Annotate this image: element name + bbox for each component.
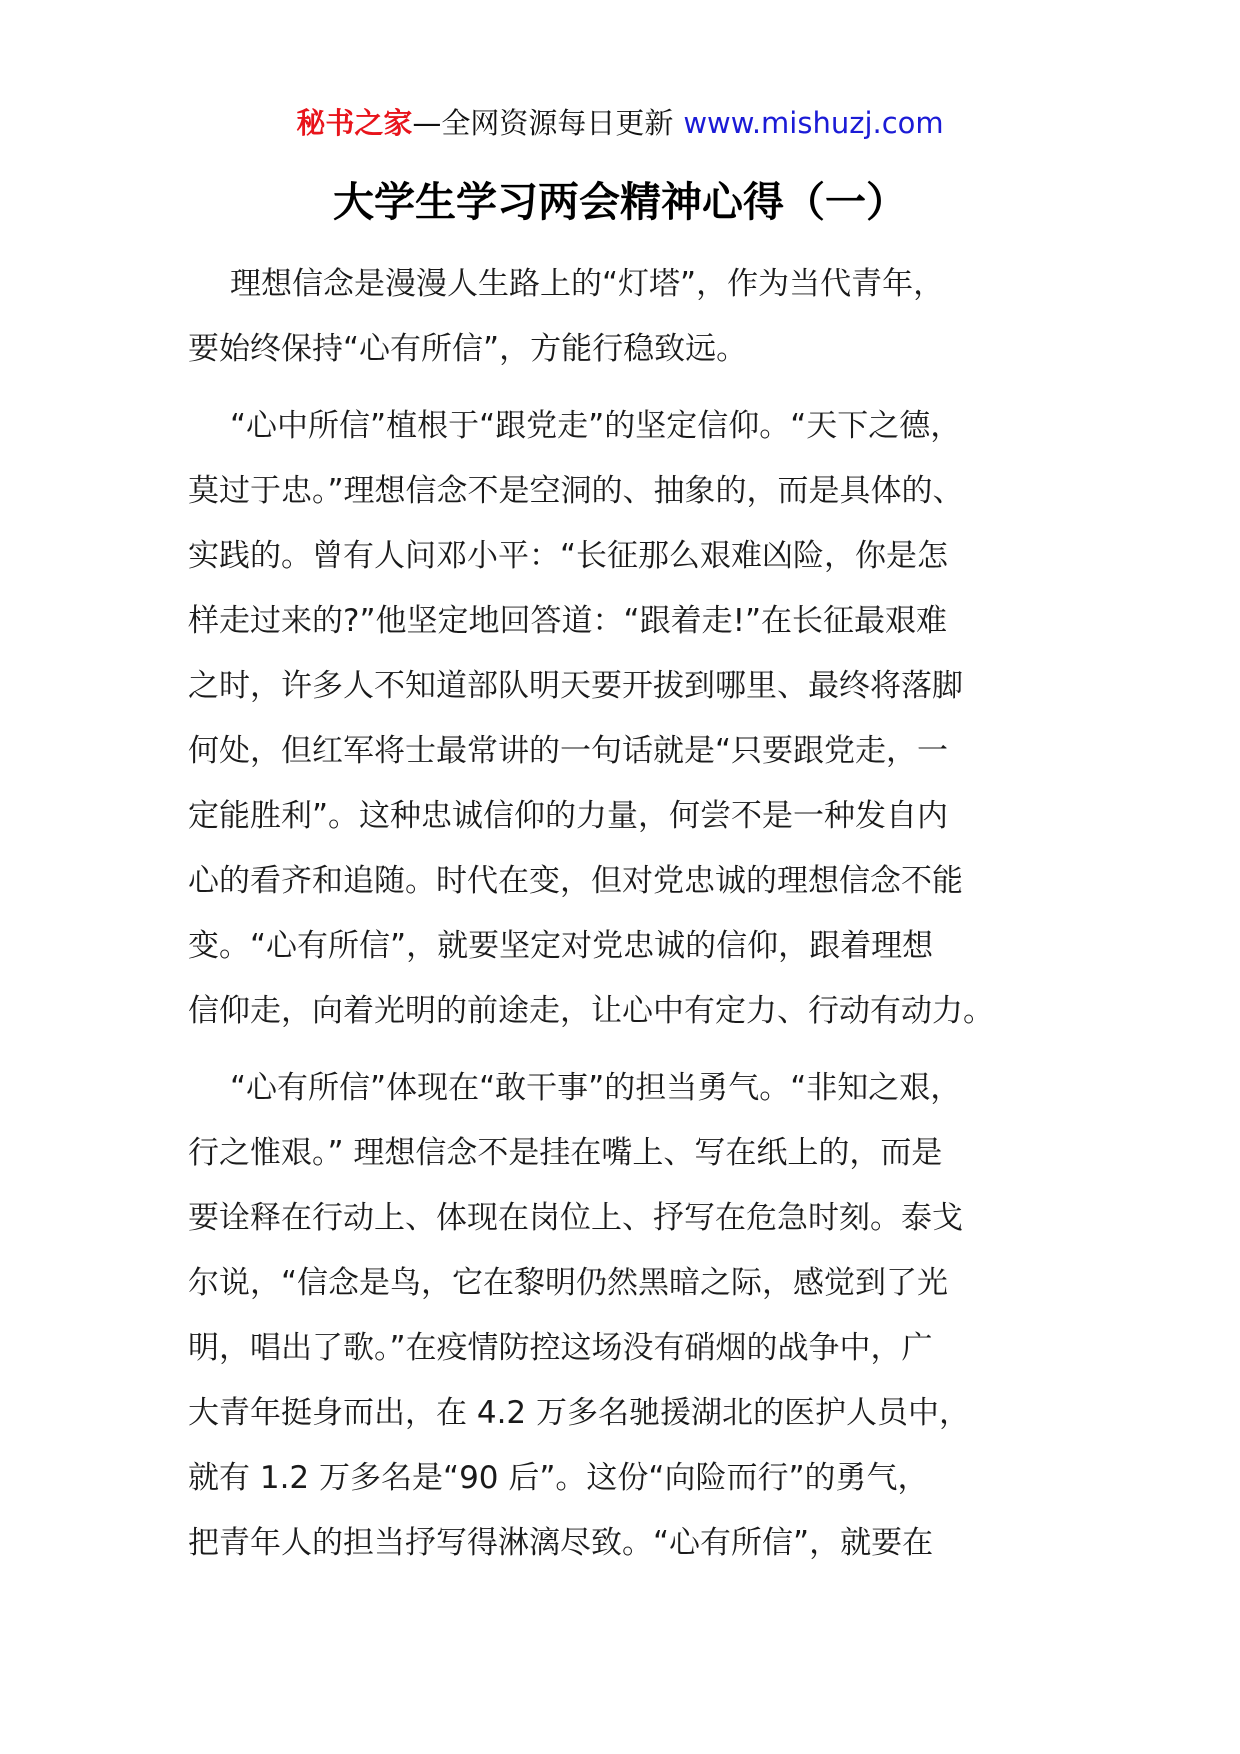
- text-line: 大青年挺身而出，在 4.2 万多名驰援湖北的医护人员中，: [188, 1395, 971, 1431]
- text-line: “心有所信”体现在“敢干事”的担当勇气。“非知之艰，: [230, 1070, 962, 1106]
- text-line: 把青年人的担当抒写得淋漓尽致。“心有所信”，就要在: [188, 1525, 934, 1561]
- paragraph-3: [188, 1056, 1088, 1576]
- text-line: 要诠释在行动上、体现在岗位上、抒写在危急时刻。泰戈: [188, 1200, 963, 1236]
- site-url-link[interactable]: www.mishuzj.com: [683, 106, 944, 140]
- text-line: 莫过于忠。”理想信念不是空洞的、抽象的，而是具体的、: [188, 473, 964, 509]
- text-line: 定能胜利”。这种忠诚信仰的力量，何尝不是一种发自内: [188, 798, 949, 834]
- site-header: [0, 100, 1240, 146]
- text-line: 尔说，“信念是鸟，它在黎明仍然黑暗之际，感觉到了光: [188, 1265, 949, 1301]
- header-tagline: —全网资源每日更新: [412, 106, 674, 140]
- document-body: [188, 252, 1088, 1576]
- text-line: 何处，但红军将士最常讲的一句话就是“只要跟党走，一: [188, 733, 949, 769]
- text-line: 要始终保持“心有所信”，方能行稳致远。: [188, 331, 748, 367]
- text-line: 之时，许多人不知道部队明天要开拔到哪里、最终将落脚: [188, 668, 963, 704]
- text-line: 变。“心有所信”，就要坚定对党忠诚的信仰，跟着理想: [188, 928, 934, 964]
- text-line: 理想信念是漫漫人生路上的“灯塔”，作为当代青年，: [230, 266, 945, 302]
- paragraph-2: [188, 394, 1088, 1044]
- text-line: 明，唱出了歌。”在疫情防控这场没有硝烟的战争中，广: [188, 1330, 933, 1366]
- document-title: 大学生学习两会精神心得（一）: [333, 178, 907, 226]
- text-line: 行之惟艰。” 理想信念不是挂在嘴上、写在纸上的，而是: [188, 1135, 943, 1171]
- text-line: 心的看齐和追随。时代在变，但对党忠诚的理想信念不能: [188, 863, 963, 899]
- text-line: 就有 1.2 万多名是“90 后”。这份“向险而行”的勇气，: [188, 1460, 929, 1496]
- text-line: “心中所信”植根于“跟党走”的坚定信仰。“天下之德，: [230, 408, 962, 444]
- text-line: 样走过来的?”他坚定地回答道：“跟着走!”在长征最艰难: [188, 603, 948, 639]
- paragraph-1: [188, 252, 1088, 382]
- brand-name: 秘书之家: [296, 106, 413, 140]
- text-line: 信仰走，向着光明的前途走，让心中有定力、行动有动力。: [188, 993, 994, 1029]
- text-line: 实践的。曾有人问邓小平：“长征那么艰难凶险，你是怎: [188, 538, 949, 574]
